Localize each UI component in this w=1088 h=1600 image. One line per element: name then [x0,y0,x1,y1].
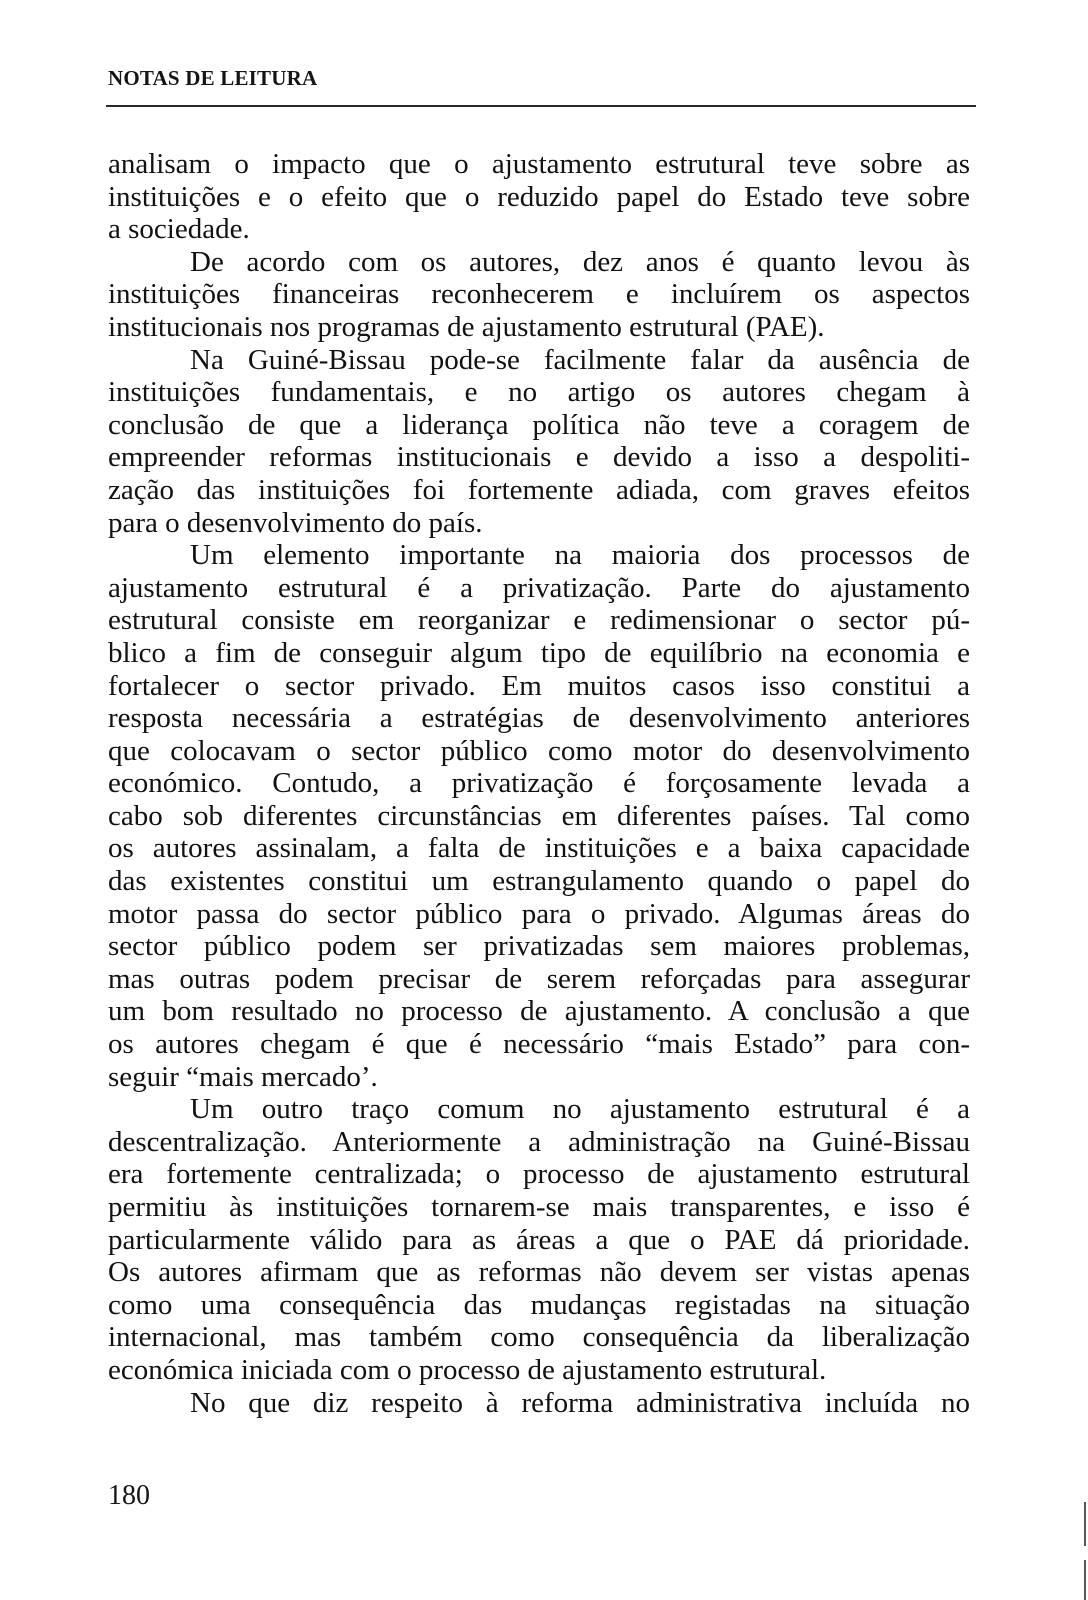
text-line: económica iniciada com o processo de ajustamento estrutural. [108,1353,827,1386]
text-line: como uma consequência das mudanças registadas na situação [108,1288,970,1321]
text-line: empreender reformas institucionais e devido a isso a despoliti- [108,441,970,474]
page-number: 180 [108,1480,150,1511]
text-line: motor passa do sector público para o privado. Algumas áreas do [108,897,970,930]
text-line: zação das instituições foi fortemente adiada, com graves efeitos [108,473,970,506]
text-line: fortalecer o sector privado. Em muitos casos isso constitui a [108,669,970,702]
text-line: descentralização. Anteriormente a administração na Guiné-Bissau [108,1125,970,1158]
text-line: instituições financeiras reconhecerem e incluírem os aspectos [108,278,970,311]
text-line: os autores assinalam, a falta de instituições e a baixa capacidade [108,832,970,865]
text-line: internacional, mas também como consequência da liberalização [108,1321,970,1354]
text-line: a sociedade. [108,213,250,246]
scan-edge-mark [1084,1502,1086,1546]
text-line: Um elemento importante na maioria dos processos de [190,539,970,572]
text-line: analisam o impacto que o ajustamento estrutural teve sobre as [108,148,970,180]
text-line: estrutural consiste em reorganizar e redimensionar o sector pú- [108,604,970,637]
text-line: Na Guiné-Bissau pode-se facilmente falar da ausência de [190,343,970,376]
scan-edge-mark [1084,1560,1086,1600]
text-line: era fortemente centralizada; o processo de ajustamento estrutural [108,1158,970,1191]
text-line: conclusão de que a liderança política não teve a coragem de [108,408,970,441]
text-line: resposta necessária a estratégias de desenvolvimento anteriores [108,702,970,735]
text-line: Os autores afirmam que as reformas não devem ser vistas apenas [108,1256,970,1289]
text-line: das existentes constitui um estrangulamento quando o papel do [108,865,970,898]
text-line: permitiu às instituições tornarem-se mais transparentes, e isso é [108,1191,970,1223]
text-line: De acordo com os autores, dez anos é quanto levou às [190,245,970,278]
text-line: seguir “mais mercado’. [108,1060,378,1093]
text-line: institucionais nos programas de ajustamento estrutural (PAE). [108,310,825,343]
text-line: particularmente válido para as áreas a que o PAE dá prioridade. [108,1223,970,1256]
text-line: para o desenvolvimento do país. [108,506,483,539]
text-line: blico a fim de conseguir algum tipo de equilíbrio na economia e [108,636,970,669]
text-line: que colocavam o sector público como motor do desenvolvimento [108,734,970,767]
text-line: um bom resultado no processo de ajustamento. A conclusão a que [108,995,970,1028]
body-text-column [108,148,970,1419]
text-line: os autores chegam é que é necessário “mais Estado” para con- [108,1028,970,1061]
text-line: instituições fundamentais, e no artigo os autores chegam à [108,376,970,409]
text-line: No que diz respeito à reforma administrativa incluída no [190,1386,970,1419]
header-rule-divider [106,105,976,107]
text-line: sector público podem ser privatizadas sem maiores problemas, [108,930,970,963]
text-line: Um outro traço comum no ajustamento estrutural é a [190,1093,970,1126]
text-line: ajustamento estrutural é a privatização. Parte do ajustamento [108,571,970,604]
text-line: instituições e o efeito que o reduzido papel do Estado teve sobre [108,180,970,213]
running-head-title: NOTAS DE LEITURA [108,66,318,90]
text-line: económico. Contudo, a privatização é forçosamente levada a [108,767,970,800]
text-line: cabo sob diferentes circunstâncias em diferentes países. Tal como [108,799,970,832]
text-line: mas outras podem precisar de serem reforçadas para assegurar [108,962,970,995]
